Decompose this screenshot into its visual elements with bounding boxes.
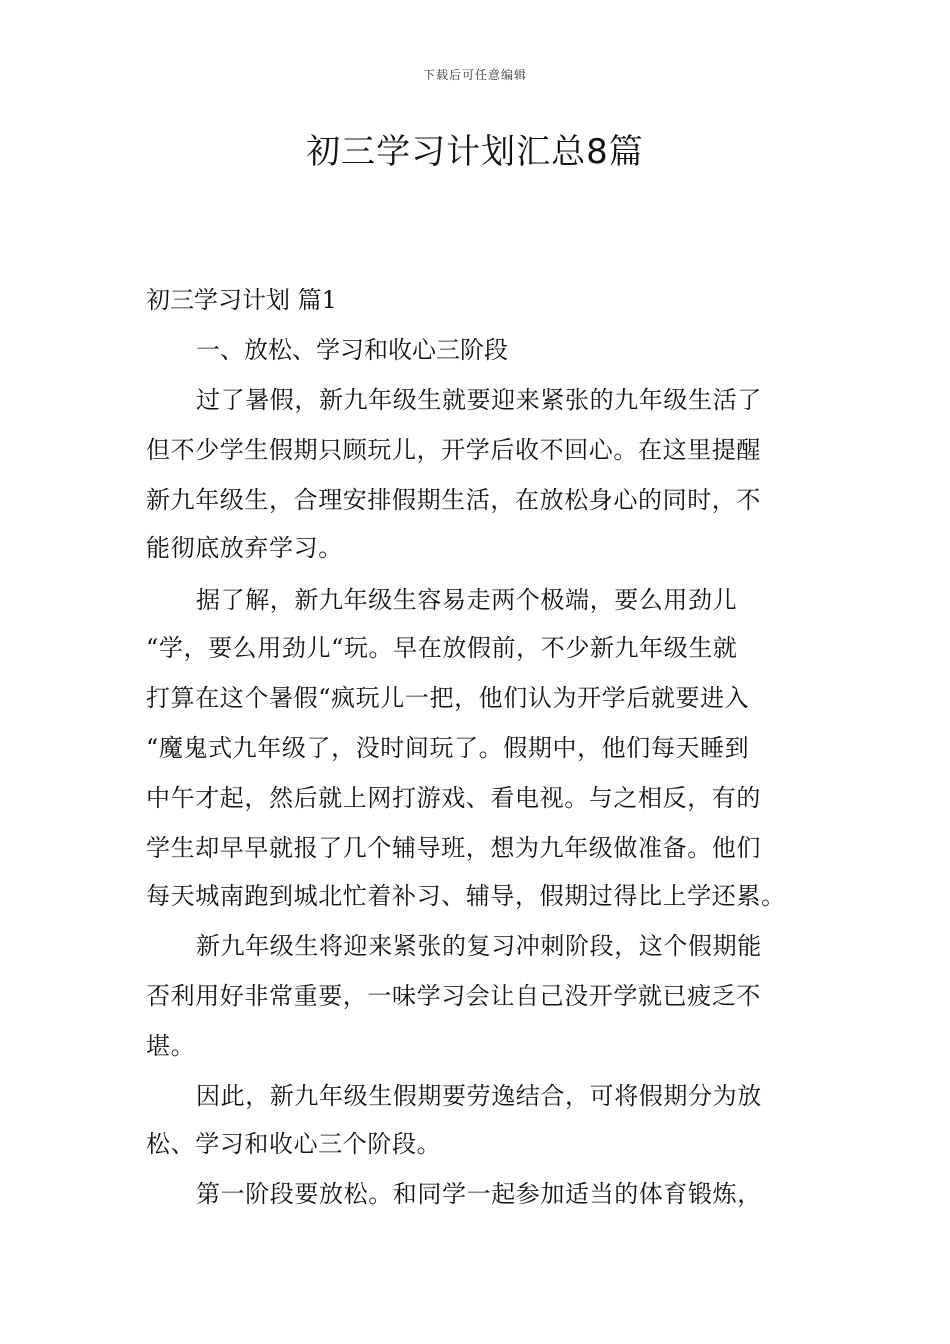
paragraph-line: 否利用好非常重要，一味学习会让自己没开学就已疲乏不 [146,982,761,1010]
paragraph-line: 堪。 [146,1032,196,1060]
paragraph-line: 打算在这个暑假“疯玩儿一把，他们认为开学后就要进入 [146,684,750,712]
paragraph-line: 学生却早早就报了几个辅导班，想为九年级做准备。他们 [146,834,761,862]
paragraph-line: 中午才起，然后就上网打游戏、看电视。与之相反，有的 [146,784,761,812]
paragraph-line: 因此，新九年级生假期要劳逸结合，可将假期分为放 [196,1082,762,1110]
paragraph-line: 过了暑假，新九年级生就要迎来紧张的九年级生活了 [196,386,762,414]
paragraph-line: 松、学习和收心三个阶段。 [146,1130,442,1158]
paragraph-line: “学，要么用劲儿“玩。早在放假前，不少新九年级生就 [146,634,738,662]
paragraph-line: 新九年级生，合理安排假期生活，在放松身心的同时，不 [146,486,761,514]
paragraph-line: 每天城南跑到城北忙着补习、辅导，假期过得比上学还累。 [146,882,786,910]
paragraph-line: “魔鬼式九年级了，没时间玩了。假期中，他们每天睡到 [146,734,750,762]
paragraph-line: 但不少学生假期只顾玩儿，开学后收不回心。在这里提醒 [146,436,761,464]
paragraph-line: 第一阶段要放松。和同学一起参加适当的体育锻炼， [196,1180,762,1208]
document-title: 初三学习计划汇总8篇 [306,132,644,172]
paragraph-line: 能彻底放弃学习。 [146,534,343,562]
subheading: 一、放松、学习和收心三阶段 [196,336,508,364]
paragraph-line: 据了解，新九年级生容易走两个极端，要么用劲儿 [196,586,738,614]
paragraph-line: 新九年级生将迎来紧张的复习冲刺阶段，这个假期能 [196,932,762,960]
section-heading: 初三学习计划 篇1 [146,286,337,314]
header-note: 下载后可任意编辑 [422,68,527,82]
